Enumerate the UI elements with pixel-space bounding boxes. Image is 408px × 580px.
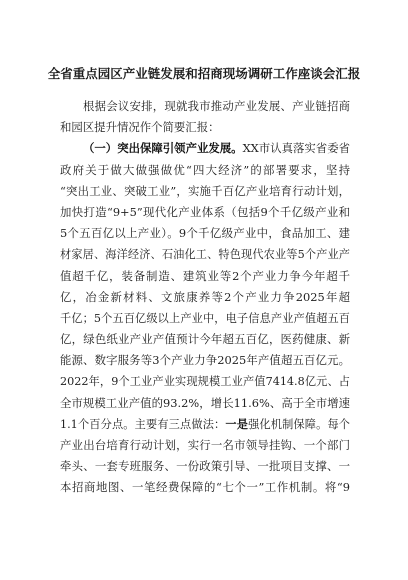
- intro-line: 根据会议安排，现就我市推动产业发展、产业链招商: [83, 99, 350, 113]
- paragraph-line: 政府关于做大做强做优“四大经济”的部署要求，坚持: [60, 162, 350, 177]
- paragraph-line: 2022年，9个工业产业实现规模工业产值7414.8亿元、占: [60, 375, 350, 389]
- section-heading: （一）突出保障引领产业发展。: [83, 141, 243, 156]
- paragraph-line: 本招商地图、一笔经费保障的“七个一”工作机制。将“9: [60, 480, 350, 495]
- paragraph-line: 亿，绿色纸业产业产值预计今年超五百亿，医药健康、新: [60, 332, 350, 347]
- paragraph-line: 亿，冶金新材料、文旅康养等2个产业力争2025年超: [60, 289, 350, 304]
- paragraph-line: 牵头、一套专班服务、一份政策引导、一批项目支撑、一: [60, 459, 350, 474]
- paragraph-line: “突出工业、突破工业”，实施千百亿产业培育行动计划，: [60, 183, 350, 198]
- paragraph-text: 强化机制保障。每个: [248, 417, 350, 431]
- paragraph-line: 全市规模工业产值的93.2%，增长11.6%、高于全市增速: [60, 395, 350, 410]
- bold-marker: 一是: [225, 417, 249, 431]
- paragraph-line: 材家居、海洋经济、石油化工、特色现代农业等5个产业产: [60, 248, 350, 262]
- paragraph-line: 产业出台培育行动计划，实行一名市领导挂钩、一个部门: [60, 438, 350, 452]
- paragraph-line: 值超千亿，装备制造、建筑业等2个产业力争今年超千: [60, 268, 350, 283]
- intro-line: 和园区提升情况作个简要汇报：: [60, 120, 220, 135]
- section-heading-line: [60, 138, 350, 159]
- paragraph-line: 加快打造“9+5”现代化产业体系（包括9个千亿级产业和: [60, 204, 350, 219]
- document-title: 全省重点园区产业链发展和招商现场调研工作座谈会汇报: [47, 66, 361, 81]
- paragraph-line: 能源、数字服务等3个产业力争2025年产值超五百亿元。: [60, 353, 350, 368]
- paragraph-line: [60, 414, 350, 435]
- document-body: [60, 96, 350, 499]
- paragraph-line: 5个五百亿以上产业）。9个千亿级产业中，食品加工、建: [60, 226, 350, 241]
- section-heading-tail: XX市认真落实省委省: [242, 141, 350, 156]
- paragraph-line: 千亿；5个五百亿级以上产业中，电子信息产业产值超五百: [60, 311, 350, 325]
- paragraph-text: 1.1个百分点。主要有三点做法：: [60, 417, 226, 431]
